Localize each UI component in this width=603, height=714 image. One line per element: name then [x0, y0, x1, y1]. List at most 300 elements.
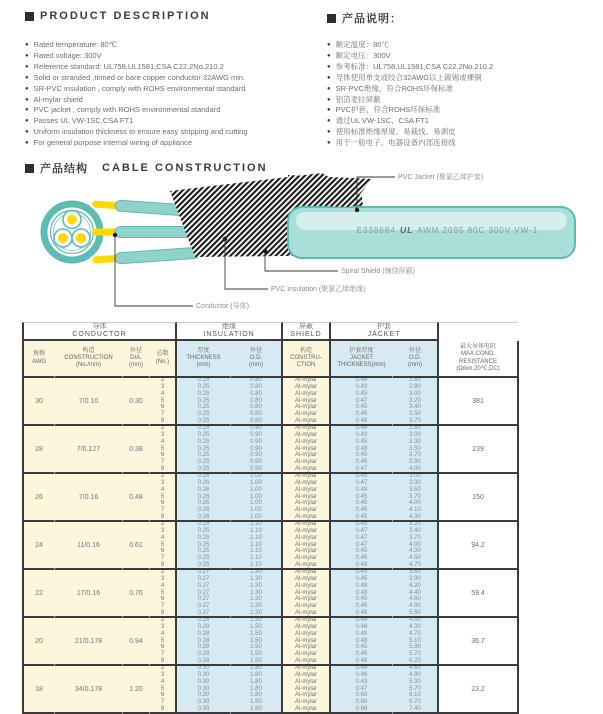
- stack-value: 3.70: [409, 534, 421, 541]
- stack-value: 0.27: [197, 610, 210, 617]
- stack-value: 0.47: [355, 685, 368, 692]
- column-header-line: MAX.COND.: [460, 351, 495, 358]
- stack-value: 0.45: [355, 555, 368, 562]
- stack-value: 0.28: [197, 637, 210, 644]
- awm-rating-text: AWM 2095 80C 300V VW-1: [417, 226, 539, 235]
- section-square-icon: [327, 14, 336, 23]
- stack-value: 3: [160, 479, 165, 486]
- stack-value: 1.10: [250, 562, 262, 569]
- column-header-line: 厚度: [197, 347, 210, 354]
- stack-value: 0.28: [197, 623, 210, 630]
- group-header-zh: 护套: [377, 323, 391, 330]
- cell-jacket-thickness-22awg: [331, 570, 393, 618]
- stack-value: 0.48: [355, 582, 368, 589]
- stack-value: Al-mylar: [295, 431, 317, 438]
- stack-value: 1.30: [250, 610, 262, 617]
- cell-resistance-20awg: 36.7: [439, 618, 519, 666]
- stack-value: 0.28: [197, 618, 210, 624]
- stack-value: 6: [160, 644, 165, 651]
- group-header-zh: 导体: [92, 323, 107, 330]
- stack-value: 4.90: [409, 671, 421, 678]
- stack-value: 4.30: [409, 514, 421, 521]
- stack-value: 5: [160, 493, 165, 500]
- stack-value: 7: [160, 603, 165, 610]
- column-header-line: 芯数: [156, 351, 169, 358]
- stack-value: 5: [160, 589, 165, 596]
- bullet-icon: ●: [327, 42, 331, 48]
- stack-value: 0.27: [197, 575, 210, 582]
- stack-value: 1.80: [250, 699, 262, 706]
- cell-construction-28awg: 7/0.127: [55, 426, 123, 474]
- stack-value: 0.45: [355, 522, 368, 528]
- ul-logo-icon: UL: [399, 225, 414, 235]
- stack-value: 5: [160, 541, 165, 548]
- column-header-cores: [150, 341, 177, 378]
- stack-value: 1.00: [250, 514, 262, 521]
- stack-value: Al-mylar: [295, 397, 317, 404]
- stack-value: 8: [160, 514, 165, 521]
- stack-value: Al-mylar: [295, 507, 317, 514]
- stack-value: Al-mylar: [295, 445, 317, 452]
- stack-value: 0.45: [355, 603, 368, 610]
- stack-value: Al-mylar: [295, 404, 317, 411]
- stack-value: Al-mylar: [295, 570, 317, 576]
- cell-resistance-30awg: 381: [439, 378, 519, 426]
- stack-value: 1.50: [250, 651, 262, 658]
- stack-value: 3: [160, 383, 165, 390]
- stack-value: Al-mylar: [295, 644, 317, 651]
- stack-value: Al-mylar: [295, 474, 317, 480]
- label-conductor: Conductor (导体): [196, 303, 249, 310]
- column-header-line: 构造: [299, 347, 312, 354]
- stack-value: 1.50: [250, 637, 262, 644]
- stack-value: Al-mylar: [295, 534, 317, 541]
- cell-jacket-thickness-24awg: [331, 522, 393, 570]
- column-header-line: (mm): [196, 362, 211, 369]
- stack-value: 1.30: [250, 575, 262, 582]
- stack-value: 1.00: [250, 486, 262, 493]
- stack-value: 0.30: [197, 666, 210, 672]
- stack-value: Al-mylar: [295, 522, 317, 528]
- stack-value: 4.20: [409, 582, 421, 589]
- stack-value: Al-mylar: [295, 610, 317, 617]
- column-header-line: THICKNESS(mm): [337, 362, 386, 369]
- stack-value: 6.70: [409, 699, 421, 706]
- bullet-icon: ●: [327, 107, 331, 114]
- stack-value: Al-mylar: [295, 671, 317, 678]
- bullet-text: SR-PVC insulation , comply with ROHS environmental standard: [33, 83, 246, 93]
- cell-ins-od-22awg: [231, 570, 283, 618]
- stack-value: 1.80: [250, 685, 262, 692]
- bullet-icon: ●: [327, 129, 331, 136]
- product-description-title-en: [25, 10, 211, 22]
- stack-value: Al-mylar: [295, 459, 317, 466]
- cell-ins-thickness-22awg: [177, 570, 231, 618]
- label-pvc-insulation: PVC insulation (聚氯乙烯绝缘): [271, 286, 366, 293]
- stack-value: 3.50: [409, 445, 421, 452]
- stack-value: 3: [160, 671, 165, 678]
- stack-value: Al-mylar: [295, 479, 317, 486]
- stack-value: 0.45: [355, 575, 368, 582]
- stack-value: 0.45: [355, 618, 368, 624]
- stack-value: 1.10: [250, 555, 262, 562]
- column-header-awg: [22, 341, 55, 378]
- bullet-text: Passes UL VW-1SC,CSA FT1: [33, 116, 134, 126]
- stack-value: 0.80: [250, 397, 262, 404]
- bullet-icon: ●: [327, 63, 331, 70]
- stack-value: Al-mylar: [295, 438, 317, 445]
- cell-cores-22awg: [150, 570, 177, 618]
- stack-value: 0.28: [197, 630, 210, 637]
- cell-dia-22awg: 0.76: [123, 570, 150, 618]
- group-header-resistance-spacer: [439, 322, 519, 341]
- group-header-en: INSULATION: [203, 331, 255, 338]
- cell-shield-18awg: [283, 666, 331, 714]
- stack-value: Al-mylar: [295, 426, 317, 432]
- bullet-text: 使用标准绝缘厚度、易裁线、易剥皮: [335, 127, 456, 137]
- group-header-zh: 绝缘: [222, 323, 236, 330]
- stack-value: 7: [160, 411, 165, 418]
- stack-value: 1.30: [250, 603, 262, 610]
- stack-value: Al-mylar: [295, 692, 317, 699]
- stack-value: 4.70: [409, 630, 421, 637]
- stack-value: 3.50: [409, 486, 421, 493]
- group-header-en: SHIELD: [290, 331, 322, 338]
- column-header-line: AWG: [31, 358, 47, 365]
- description-item-zh: [327, 95, 597, 106]
- description-item-zh: [327, 40, 597, 51]
- bullet-icon: ●: [327, 96, 331, 103]
- group-header-insulation: [177, 322, 283, 341]
- bullet-icon: ●: [327, 85, 331, 92]
- description-item-zh: [327, 105, 597, 116]
- stack-value: 6: [160, 500, 165, 507]
- stack-value: 4.10: [409, 507, 421, 514]
- stack-value: 2: [160, 618, 165, 624]
- stack-value: 6.10: [409, 692, 421, 699]
- stack-value: 1.10: [250, 527, 262, 534]
- cell-cores-28awg: [150, 426, 177, 474]
- cell-awg-24awg: 24: [22, 522, 55, 570]
- stack-value: 0.27: [197, 589, 210, 596]
- stack-value: 0.45: [355, 404, 368, 411]
- column-header-line: RESISTANCE: [459, 358, 497, 365]
- stack-value: 4: [160, 630, 165, 637]
- stack-value: 3: [160, 575, 165, 582]
- description-item-en: [25, 73, 310, 84]
- description-item-zh: [327, 84, 597, 95]
- column-header-line: (No.): [155, 358, 170, 365]
- cell-jacket-od-24awg: [393, 522, 439, 570]
- stack-value: 1.50: [250, 618, 262, 624]
- bullet-text: For general purpose internal wiring of appliance: [33, 138, 193, 148]
- stack-value: 0.45: [355, 438, 368, 445]
- cell-cores-26awg: [150, 474, 177, 522]
- stack-value: 0.26: [197, 474, 210, 480]
- column-header-line: 外径: [249, 347, 262, 354]
- cell-ins-od-26awg: [231, 474, 283, 522]
- stack-value: 0.45: [355, 378, 368, 384]
- stack-value: 4.50: [409, 555, 421, 562]
- stack-value: 1.10: [250, 534, 262, 541]
- bullet-text: Al-mylar shield: [33, 94, 83, 104]
- stack-value: 4.30: [409, 548, 421, 555]
- stack-value: 5: [160, 397, 165, 404]
- stack-value: 4.00: [409, 500, 421, 507]
- stack-value: 3.00: [409, 390, 421, 397]
- stack-value: Al-mylar: [295, 589, 317, 596]
- column-header-line: (mm): [408, 362, 422, 369]
- cell-ins-thickness-28awg: [177, 426, 231, 474]
- cell-ins-thickness-30awg: [177, 378, 231, 426]
- description-item-zh: [327, 116, 597, 127]
- stack-value: 0.46: [355, 610, 368, 617]
- stack-value: 0.27: [197, 582, 210, 589]
- stack-value: Al-mylar: [295, 582, 317, 589]
- stack-value: 0.47: [355, 466, 368, 473]
- cell-dia-20awg: 0.94: [123, 618, 150, 666]
- cell-jacket-od-30awg: [393, 378, 439, 426]
- bullet-text: 铝箔麦拉屏蔽: [335, 94, 381, 104]
- stack-value: 0.25: [197, 459, 210, 466]
- stack-value: 0.25: [197, 562, 210, 569]
- stack-value: 0.25: [197, 378, 210, 384]
- bullet-icon: ●: [25, 140, 29, 147]
- stack-value: 5.30: [409, 644, 421, 651]
- stack-value: 8: [160, 706, 165, 713]
- group-header-zh: 屏蔽: [299, 323, 313, 330]
- column-header-ins-od: [231, 341, 283, 378]
- stack-value: Al-mylar: [295, 596, 317, 603]
- stack-value: Al-mylar: [295, 603, 317, 610]
- stack-value: 1.50: [250, 658, 262, 665]
- bullet-icon: ●: [25, 118, 29, 125]
- stack-value: 1.80: [250, 671, 262, 678]
- stack-value: 7: [160, 555, 165, 562]
- stack-value: 3.00: [409, 474, 421, 480]
- group-header-shield: [283, 322, 331, 341]
- stack-value: 6: [160, 692, 165, 699]
- stack-value: 1.30: [250, 570, 262, 576]
- stack-value: Al-mylar: [295, 618, 317, 624]
- column-header-line: (mm): [249, 362, 263, 369]
- stack-value: Al-mylar: [295, 706, 317, 713]
- stack-value: 0.45: [355, 514, 368, 521]
- column-header-dia: [123, 341, 150, 378]
- cell-jacket-od-28awg: [393, 426, 439, 474]
- bullet-icon: ●: [327, 140, 331, 147]
- stack-value: 0.60: [355, 699, 368, 706]
- stack-value: Al-mylar: [295, 623, 317, 630]
- stack-value: 0.45: [355, 500, 368, 507]
- cell-shield-22awg: [283, 570, 331, 618]
- cell-jacket-thickness-26awg: [331, 474, 393, 522]
- stack-value: 0.80: [250, 390, 262, 397]
- stack-value: Al-mylar: [295, 548, 317, 555]
- stack-value: 0.25: [197, 390, 210, 397]
- cell-awg-30awg: 30: [22, 378, 55, 426]
- bullet-text: 导体使用单支或绞合32AWG以上镀锡或裸铜: [335, 72, 482, 82]
- stack-value: 0.26: [197, 486, 210, 493]
- column-header-resistance: [439, 341, 519, 378]
- stack-value: 4: [160, 486, 165, 493]
- cell-construction-20awg: 21/0.178: [55, 618, 123, 666]
- stack-value: 8: [160, 658, 165, 665]
- description-item-en: [25, 105, 310, 116]
- stack-value: 1.00: [250, 507, 262, 514]
- column-header-line: THICKNESS: [186, 354, 221, 361]
- bullet-text: Uniform insulation thickness to ensure easy stripping and cutting: [33, 127, 248, 137]
- column-header-line: 规格: [32, 351, 45, 358]
- description-item-zh: [327, 73, 597, 84]
- stack-value: 3.70: [409, 418, 421, 425]
- stack-value: 6: [160, 596, 165, 603]
- stack-value: 3.30: [409, 438, 421, 445]
- stack-value: 0.30: [197, 671, 210, 678]
- bullet-icon: ●: [25, 107, 29, 114]
- stack-value: 0.27: [197, 570, 210, 576]
- cell-ins-od-18awg: [231, 666, 283, 714]
- stack-value: 0.49: [355, 630, 368, 637]
- bullet-text: 通过UL VW-1SC、CSA FT1: [335, 116, 429, 126]
- stack-value: Al-mylar: [295, 555, 317, 562]
- description-item-zh: [327, 51, 597, 62]
- cell-ins-od-30awg: [231, 378, 283, 426]
- stack-value: 1.80: [250, 678, 262, 685]
- stack-value: 0.90: [250, 431, 262, 438]
- stack-value: 0.80: [250, 404, 262, 411]
- description-item-en: [25, 138, 310, 149]
- stack-value: 1.10: [250, 548, 262, 555]
- stack-value: 4.90: [409, 603, 421, 610]
- bullet-text: PVC jacket , comply with ROHS environmental standard: [33, 105, 221, 115]
- bullet-icon: ●: [327, 52, 331, 59]
- stack-value: Al-mylar: [295, 486, 317, 493]
- bullet-icon: ●: [25, 85, 29, 92]
- bullet-icon: ●: [327, 118, 331, 125]
- bullet-text: 参考标准：UL758,UL1581,CSA C22.2No.210.2: [335, 61, 494, 71]
- group-header-jacket: [331, 322, 439, 341]
- stack-value: 2.60: [409, 378, 421, 384]
- column-header-jacket-thickness: [331, 341, 393, 378]
- stack-value: 0.25: [197, 466, 210, 473]
- cell-resistance-26awg: 150: [439, 474, 519, 522]
- label-spiral-shield: Spiral Shield (缠绕屏蔽): [341, 268, 415, 275]
- stack-value: 0.45: [355, 644, 368, 651]
- cell-ins-thickness-18awg: [177, 666, 231, 714]
- stack-value: 4.70: [409, 562, 421, 569]
- stack-value: 1.80: [250, 692, 262, 699]
- cell-dia-30awg: 0.30: [123, 378, 150, 426]
- column-header-ins-thickness: [177, 341, 231, 378]
- stack-value: 0.90: [250, 466, 262, 473]
- stack-value: 4.60: [409, 596, 421, 603]
- cable-cross-section: [44, 204, 100, 260]
- label-pvc-jacket: PVC Jacket (聚氯乙烯护套): [398, 174, 484, 181]
- cell-resistance-22awg: 59.4: [439, 570, 519, 618]
- cell-resistance-24awg: 94.2: [439, 522, 519, 570]
- stack-value: Al-mylar: [295, 562, 317, 569]
- stack-value: 8: [160, 418, 165, 425]
- stack-value: 0.45: [355, 426, 368, 432]
- stack-value: 7: [160, 699, 165, 706]
- section-title-text: 产品说明：: [342, 13, 402, 25]
- column-header-jacket-od: [393, 341, 439, 378]
- cell-awg-26awg: 26: [22, 474, 55, 522]
- bullet-icon: ●: [25, 129, 29, 136]
- group-header-en: JACKET: [367, 331, 401, 338]
- stack-value: 0.45: [355, 452, 368, 459]
- stack-value: 0.30: [197, 706, 210, 713]
- cell-shield-30awg: [283, 378, 331, 426]
- bullet-text: Rated voltage: 300V: [33, 50, 102, 60]
- stack-value: 0.45: [355, 474, 368, 480]
- stack-value: 5: [160, 637, 165, 644]
- stack-value: 0.47: [355, 534, 368, 541]
- product-description-list-en: [25, 40, 310, 149]
- cell-resistance-18awg: 23.2: [439, 666, 519, 714]
- stack-value: 4.60: [409, 666, 421, 672]
- cell-shield-24awg: [283, 522, 331, 570]
- stack-value: 1.30: [250, 589, 262, 596]
- cell-ins-thickness-26awg: [177, 474, 231, 522]
- stack-value: 3.70: [409, 493, 421, 500]
- cell-shield-20awg: [283, 618, 331, 666]
- cell-jacket-od-26awg: [393, 474, 439, 522]
- stack-value: 3: [160, 431, 165, 438]
- stack-value: 5.30: [409, 678, 421, 685]
- description-item-en: [25, 116, 310, 127]
- stack-value: 0.30: [197, 678, 210, 685]
- construction-title-zh: 产品结构: [40, 163, 88, 175]
- cell-construction-26awg: 7/0.16: [55, 474, 123, 522]
- cell-ins-od-20awg: [231, 618, 283, 666]
- bullet-text: SR-PVC绝缘，符合ROHS环保标准: [335, 83, 454, 93]
- stack-value: 0.27: [197, 596, 210, 603]
- stack-value: 5: [160, 685, 165, 692]
- stack-value: 0.43: [355, 678, 368, 685]
- cell-dia-18awg: 1.20: [123, 666, 150, 714]
- stack-value: 2: [160, 522, 165, 528]
- stack-value: 5.70: [409, 685, 421, 692]
- bullet-icon: ●: [25, 52, 29, 59]
- stack-value: 1.30: [250, 596, 262, 603]
- stack-value: 0.25: [197, 522, 210, 528]
- column-header-line: DIA.: [130, 354, 142, 361]
- stack-value: 2: [160, 570, 165, 576]
- stack-value: 0.25: [197, 404, 210, 411]
- column-header-line: 护套厚度: [349, 347, 374, 354]
- bullet-text: Solid or stranded ,tinned or bare copper conductor 32AWG min.: [33, 72, 246, 82]
- cell-cores-18awg: [150, 666, 177, 714]
- stack-value: 0.25: [197, 411, 210, 418]
- stack-value: 7: [160, 651, 165, 658]
- stack-value: 1.50: [250, 630, 262, 637]
- stack-value: Al-mylar: [295, 651, 317, 658]
- stack-value: Al-mylar: [295, 390, 317, 397]
- stack-value: 0.30: [197, 692, 210, 699]
- stack-value: 0.47: [355, 541, 368, 548]
- bullet-icon: ●: [25, 42, 29, 48]
- stack-value: 0.45: [355, 411, 368, 418]
- stack-value: 3.20: [409, 397, 421, 404]
- stack-value: 0.47: [355, 527, 368, 534]
- description-item-zh: [327, 138, 597, 149]
- cell-jacket-od-20awg: [393, 618, 439, 666]
- stack-value: 3.90: [409, 575, 421, 582]
- stack-value: Al-mylar: [295, 452, 317, 459]
- bullet-icon: ●: [327, 74, 331, 81]
